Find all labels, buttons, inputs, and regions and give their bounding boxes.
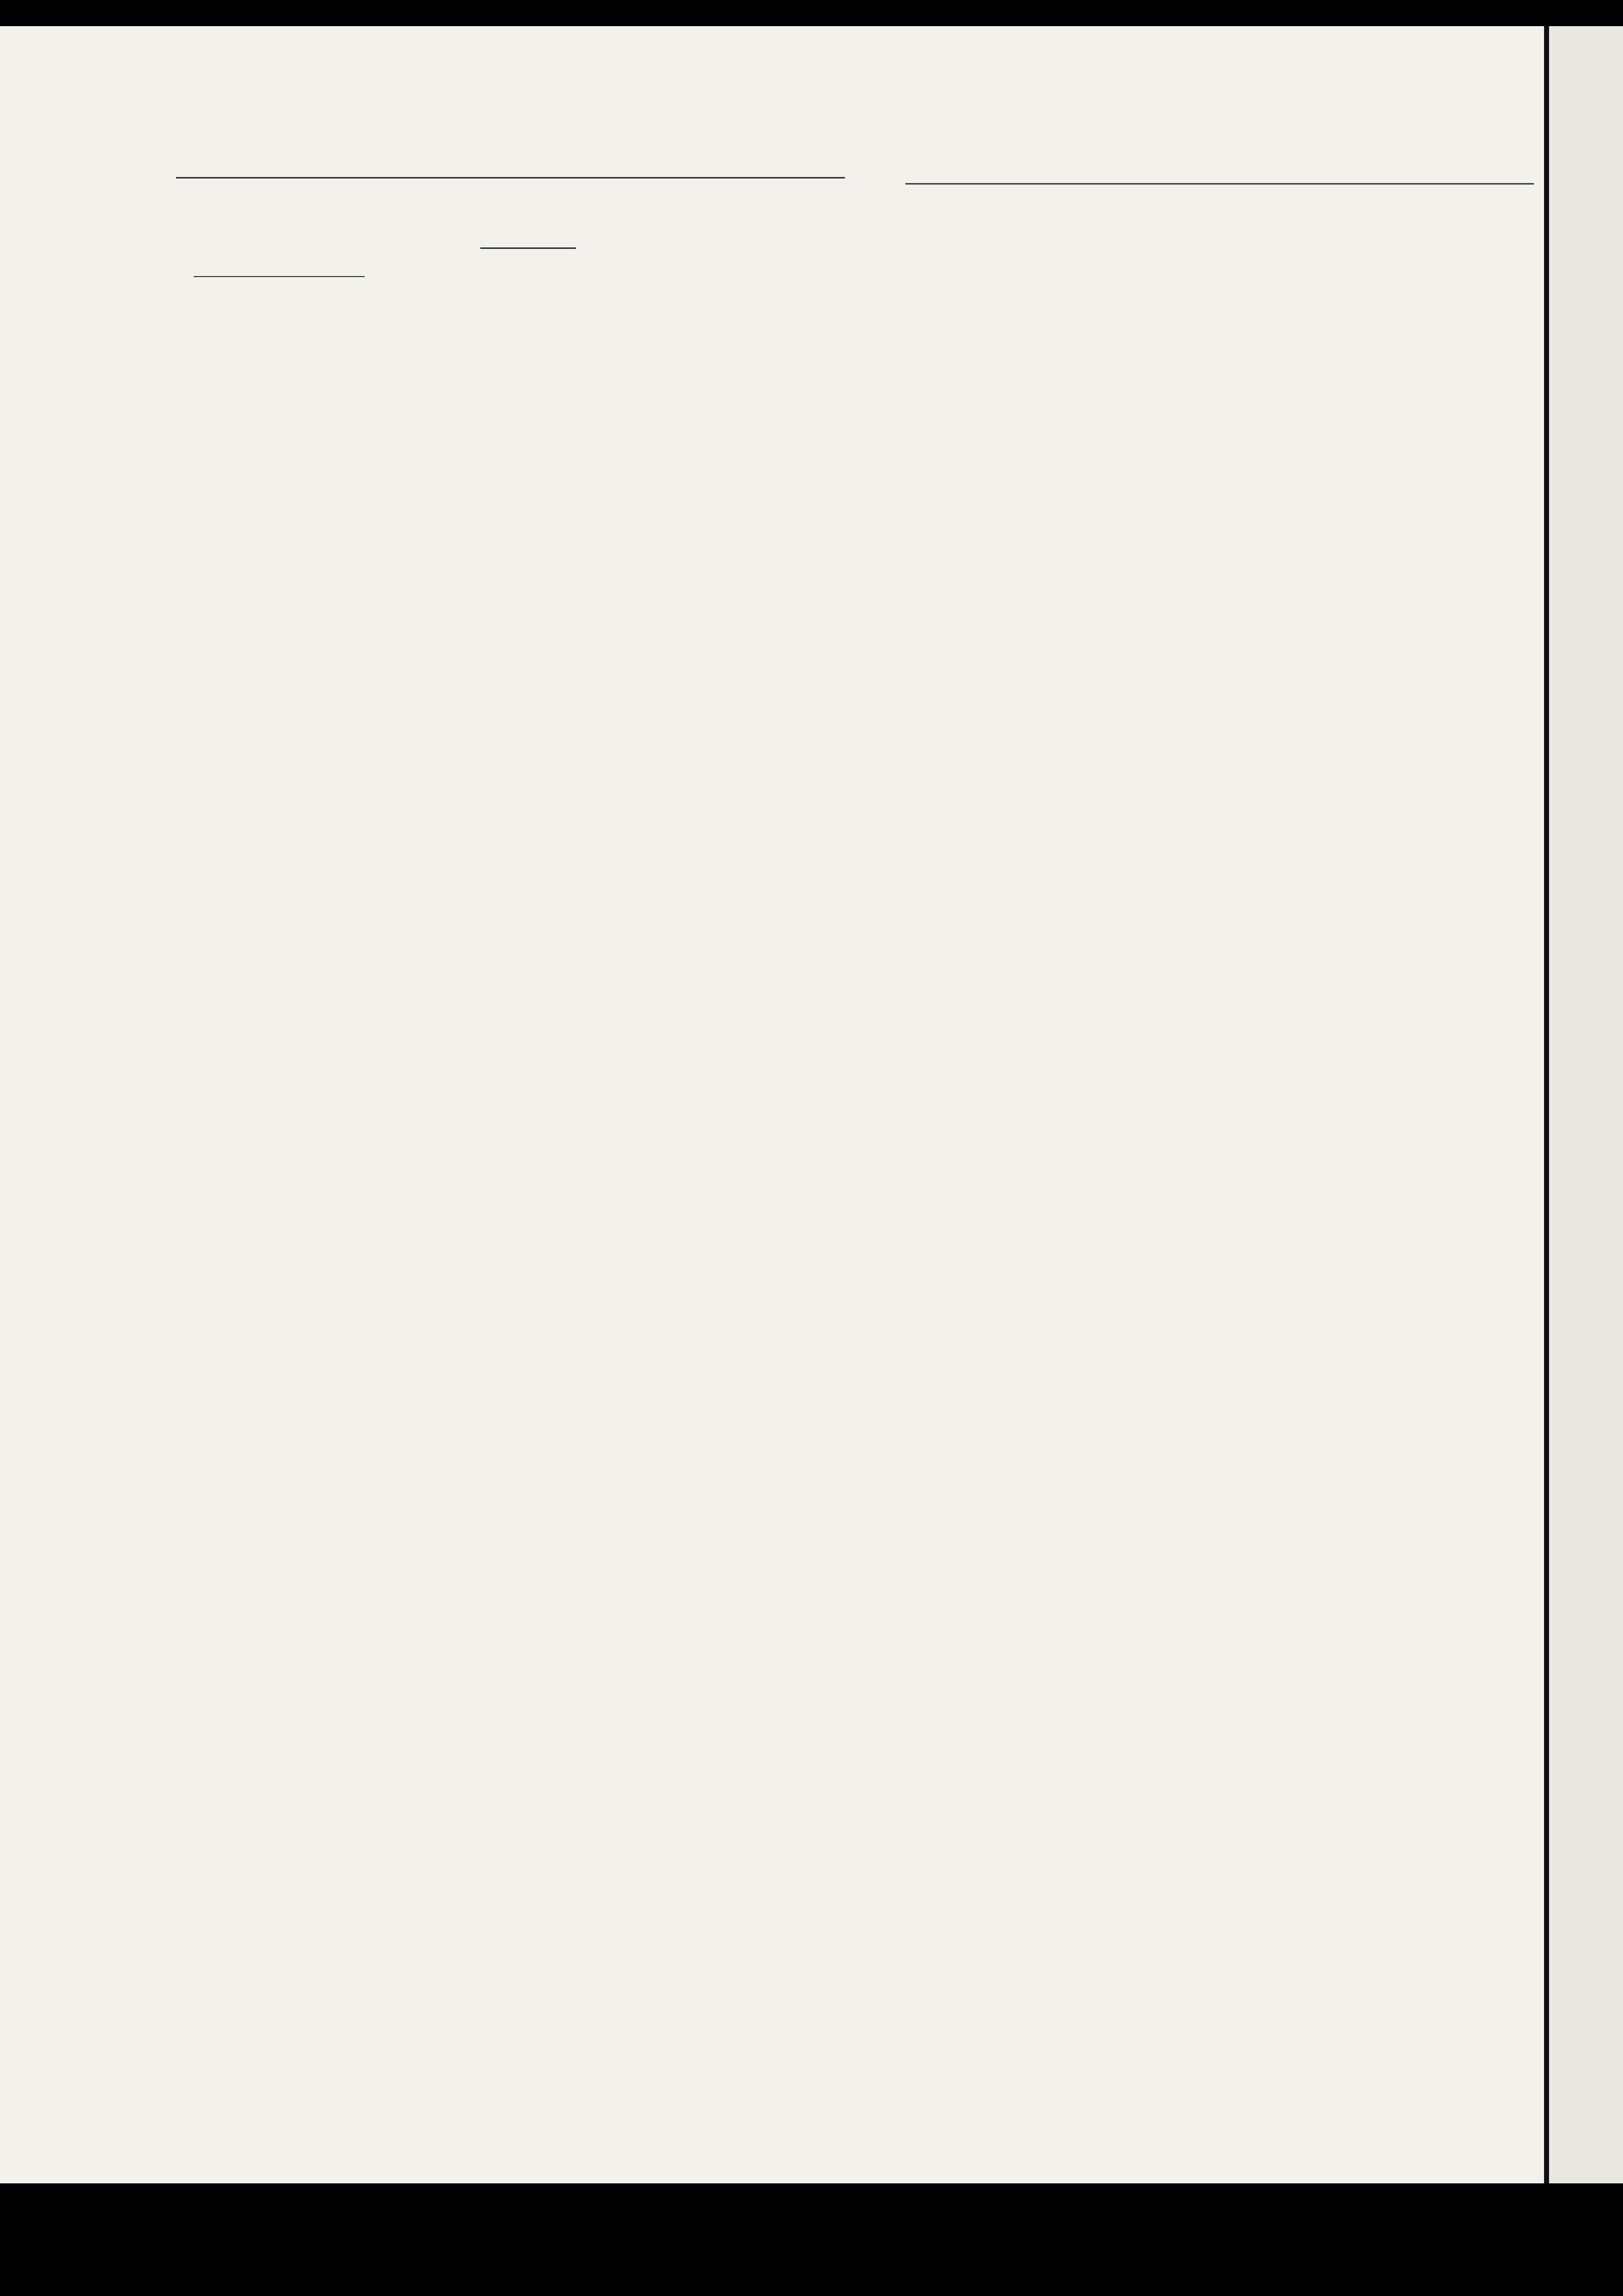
spacer xyxy=(895,286,1519,295)
spacer xyxy=(895,230,1519,271)
header-rule-left xyxy=(176,177,845,179)
facing-page-edge xyxy=(1544,26,1623,2183)
spacer xyxy=(895,295,1519,304)
header-rule-right xyxy=(905,183,1534,185)
footnote-rule xyxy=(194,276,365,277)
scan-border-bottom xyxy=(0,2177,1623,2296)
section-divider xyxy=(480,247,576,249)
left-column xyxy=(194,221,863,277)
right-column xyxy=(895,230,1519,315)
page-sheet xyxy=(0,26,1544,2183)
gutter-marks xyxy=(1348,589,1352,1042)
